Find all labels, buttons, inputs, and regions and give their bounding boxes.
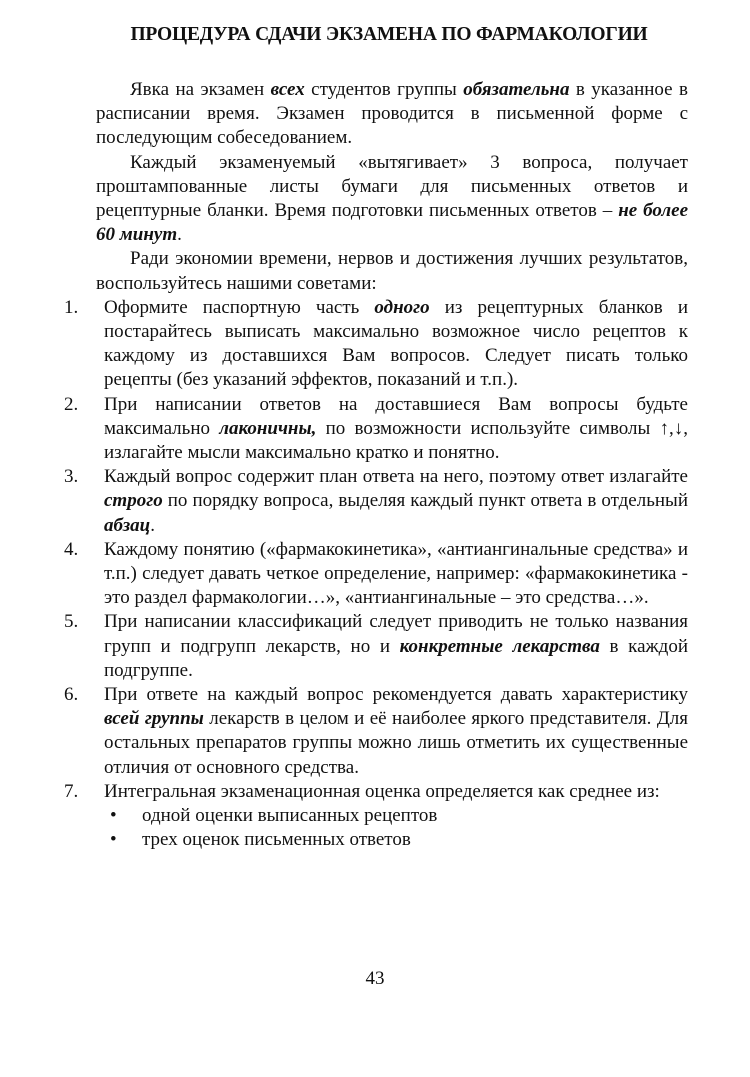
bullet-icon: • <box>110 805 117 827</box>
text-run: . <box>150 514 155 536</box>
item-number: 1. <box>64 296 79 318</box>
item-number: 4. <box>64 538 79 560</box>
text-run: из рецептурных бланков и постарайтесь выписать максимально возможное число рецептов к каждому из доставшихся Вам вопросов. Следует писать только рецепты (без указаний эффектов, показаний и т.п.). <box>104 296 688 391</box>
list-item <box>64 683 688 780</box>
emphasis: конкретные лекарства <box>399 635 600 657</box>
advice-list <box>64 296 688 853</box>
list-item <box>64 780 688 853</box>
emphasis: строго <box>104 490 163 512</box>
item-number: 5. <box>64 611 79 633</box>
item-number: 3. <box>64 466 79 488</box>
page-number: 43 <box>365 968 385 989</box>
bullet-text: одной оценки выписанных рецептов <box>142 805 438 827</box>
text-run: Каждому понятию («фармакокинетика», «антиангинальные средства» и т.п.) следует давать четкое определение, например: «фармакокинетика - это раздел фармакологии…», «антиангинальные – это средства…». <box>104 538 688 609</box>
text-run: . <box>177 224 182 246</box>
bullet-list <box>104 804 688 852</box>
emphasis: одного <box>374 296 430 318</box>
item-number: 2. <box>64 393 79 415</box>
text-run: в указанное в расписании время. Экзамен проводится в письменной форме с последующим собеседованием. <box>96 79 689 149</box>
emphasis: не более 60 минут <box>96 200 689 246</box>
paragraph-advice-intro: Ради экономии времени, нервов и достижения лучших результатов, воспользуйтесь нашими советами: <box>96 248 688 294</box>
text-run: Оформите паспортную часть <box>104 296 375 318</box>
text-run: При написании классификаций следует приводить не только названия групп и подгрупп лекарств, но и <box>104 611 688 657</box>
text-run: Каждый экзаменуемый «вытягивает» 3 вопроса, получает проштампованные листы бумаги для письменных ответов и рецептурные бланки. Время подготовки письменных ответов – <box>96 151 688 222</box>
list-item <box>64 296 688 393</box>
text-run: по порядку вопроса, выделяя каждый пункт ответа в отдельный <box>162 490 688 512</box>
list-item <box>64 393 688 466</box>
text-run: по возможности используйте символы ↑,↓, излагайте мысли максимально кратко и понятно. <box>104 417 688 464</box>
list-item <box>64 538 688 611</box>
text-run: студентов группы <box>304 79 464 100</box>
text-run: Явка на экзамен <box>130 79 271 100</box>
text-run: лекарств в целом и её наиболее яркого представителя. Для остальных препаратов группы можно лишь отметить их существенные отличия от основного средства. <box>104 708 688 778</box>
list-item <box>64 610 688 683</box>
emphasis: абзац <box>104 514 151 536</box>
bullet-item <box>110 804 688 828</box>
bullet-item <box>110 828 688 852</box>
list-item <box>64 465 688 538</box>
bullet-icon: • <box>110 829 117 851</box>
emphasis: всей группы <box>104 708 204 730</box>
text-run: Интегральная экзаменационная оценка определяется как среднее из: <box>104 780 660 802</box>
emphasis: лаконичны, <box>219 417 317 439</box>
bullet-text: трех оценок письменных ответов <box>142 829 411 851</box>
item-number: 7. <box>64 780 79 802</box>
paragraph-procedure <box>96 151 688 248</box>
paragraph-attendance <box>96 78 688 151</box>
text-run: в каждой подгруппе. <box>104 635 688 681</box>
text-run: При ответе на каждый вопрос рекомендуется давать характеристику <box>104 684 688 706</box>
emphasis: обязательна <box>463 79 570 100</box>
text-run: При написании ответов на доставшиеся Вам вопросы будьте максимально <box>104 393 688 439</box>
page-title: ПРОЦЕДУРА СДАЧИ ЭКЗАМЕНА ПО ФАРМАКОЛОГИИ <box>130 24 648 45</box>
text-run: Каждый вопрос содержит план ответа на него, поэтому ответ излагайте <box>104 466 688 488</box>
item-number: 6. <box>64 684 79 706</box>
emphasis: всех <box>270 79 305 100</box>
